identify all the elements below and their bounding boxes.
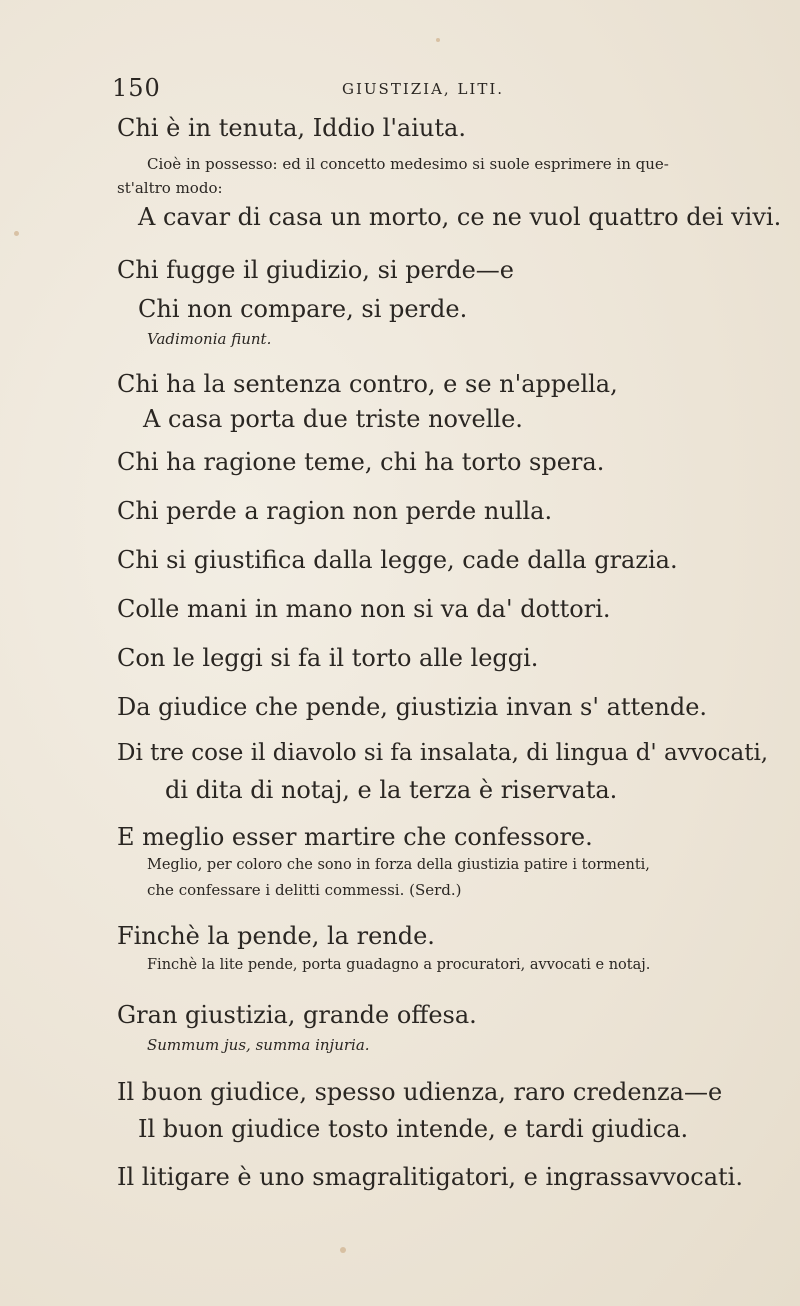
proverb-line: Con le leggi si fa il torto alle leggi. <box>117 644 539 672</box>
proverb-line: Colle mani in mano non si va da' dottori. <box>117 595 611 623</box>
proverb-line: Di tre cose il diavolo si fa insalata, di lingua d' avvocati, <box>117 740 769 766</box>
latin-equivalent: Vadimonia fiunt. <box>147 330 272 348</box>
proverb-line: E meglio esser martire che confessore. <box>117 823 593 851</box>
note-line: st'altro modo: <box>117 179 223 197</box>
proverb-line: Il litigare è uno smagralitigatori, e ingrassavvocati. <box>117 1163 743 1191</box>
proverb-line: Il buon giudice, spesso udienza, raro credenza—e <box>117 1078 723 1106</box>
paper-speck <box>436 38 440 42</box>
proverb-line: Chi perde a ragion non perde nulla. <box>117 497 553 525</box>
note-line: Meglio, per coloro che sono in forza della giustizia patire i tormenti, <box>147 857 650 873</box>
proverb-line: Gran giustizia, grande offesa. <box>117 1001 477 1029</box>
running-title: GIUSTIZIA, LITI. <box>342 80 505 98</box>
proverb-line: Chi ha ragione teme, chi ha torto spera. <box>117 448 605 476</box>
proverb-line: Chi è in tenuta, Iddio l'aiuta. <box>117 114 466 142</box>
proverb-line: di dita di notaj, e la terza è riservata. <box>165 776 618 804</box>
note-line: Cioè in possesso: ed il concetto medesimo si suole esprimere in que- <box>147 155 669 173</box>
proverb-line: Chi fugge il giudizio, si perde—e <box>117 256 514 284</box>
paper-speck <box>14 231 19 236</box>
latin-equivalent: Summum jus, summa injuria. <box>147 1036 370 1054</box>
proverb-line: A casa porta due triste novelle. <box>143 405 523 433</box>
variant-line: A cavar di casa un morto, ce ne vuol quattro dei vivi. <box>138 203 782 231</box>
proverb-line: Da giudice che pende, giustizia invan s' attende. <box>117 693 708 721</box>
proverb-line: Il buon giudice tosto intende, e tardi giudica. <box>138 1115 689 1143</box>
proverb-line: Chi non compare, si perde. <box>138 295 468 323</box>
proverb-line: Finchè la pende, la rende. <box>117 922 435 950</box>
note-line: che confessare i delitti commessi. (Serd.) <box>147 881 462 899</box>
note-line: Finchè la lite pende, porta guadagno a procuratori, avvocati e notaj. <box>147 957 651 973</box>
proverb-line: Chi si giustifica dalla legge, cade dalla grazia. <box>117 546 678 574</box>
page-header <box>112 74 712 104</box>
page-number: 150 <box>112 74 161 102</box>
proverb-line: Chi ha la sentenza contro, e se n'appella, <box>117 370 618 398</box>
paper-speck <box>340 1247 346 1253</box>
